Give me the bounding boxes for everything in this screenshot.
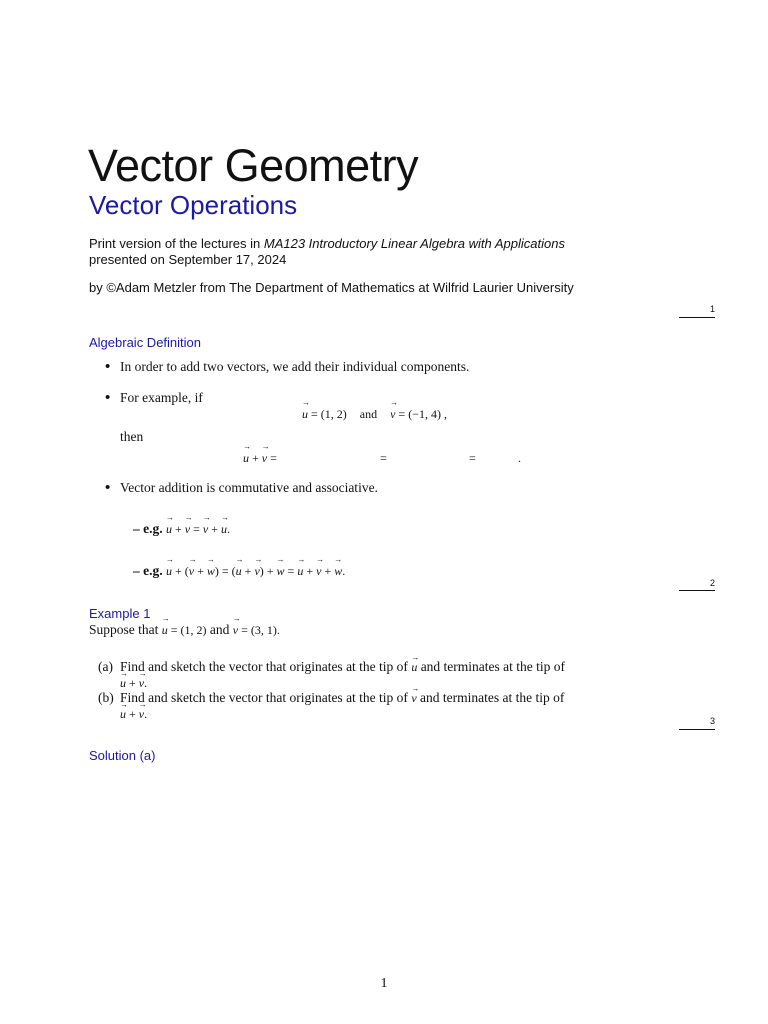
bullet-text: For example, if	[120, 390, 203, 405]
section-heading: Example 1	[89, 606, 151, 621]
course-name: MA123 Introductory Linear Algebra with Applications	[263, 236, 565, 251]
section-heading: Solution (a)	[89, 748, 156, 763]
bullet-text: Vector addition is commutative and associative.	[120, 480, 378, 495]
example-associative: – e.g. → u + (→ v + → w) = (→ u + → v) + → w = → u + → v + → w.	[133, 563, 345, 579]
author-line: by ©Adam Metzler from The Department of Mathematics at Wilfrid Laurier University	[89, 280, 574, 295]
slide-divider	[679, 590, 715, 591]
item-b-label: (b)	[98, 690, 114, 705]
page-number: 1	[380, 976, 388, 991]
bullet-icon: •	[105, 479, 111, 496]
item-b-text: Find and sketch the vector that originates at the tip of → v and terminates at the tip of → u + → v.	[120, 690, 650, 722]
presented-date: presented on September 17, 2024	[89, 252, 287, 267]
slide-divider	[679, 317, 715, 318]
eg-label: e.g.	[143, 521, 163, 536]
item-a-label: (a)	[98, 659, 113, 674]
item-b-main: Find and sketch the vector that originates at the tip of	[120, 690, 408, 705]
section-heading: Algebraic Definition	[89, 335, 202, 350]
document-title: Vector Geometry	[88, 140, 419, 191]
bullet-icon: •	[105, 389, 111, 406]
example-vectors-equation: → u = (1, 2) and → v = (−1, 4) ,	[302, 407, 447, 422]
and-word: and	[359, 407, 378, 421]
bullet-icon: •	[105, 358, 111, 375]
slide-number: 1	[709, 304, 715, 314]
print-info	[89, 236, 565, 268]
item-a-text: Find and sketch the vector that originates at the tip of → u and terminates at the tip of → u + → v.	[120, 659, 650, 691]
intro-and: and	[206, 622, 233, 637]
print-prefix: Print version of the lectures in	[89, 236, 264, 251]
item-a-tail: and terminates at the tip of	[420, 659, 566, 674]
example-intro: Suppose that → u = (1, 2) and → v = (3, 1).	[89, 622, 280, 638]
slide-number: 2	[709, 578, 715, 588]
example-commutative: – e.g. → u + → v = → v + → u.	[133, 521, 230, 537]
slide-number: 3	[709, 716, 715, 726]
item-b-tail: and terminates at the tip of	[420, 690, 565, 705]
eg-label: e.g.	[143, 563, 163, 578]
sum-equation: → u + → v = = = .	[243, 451, 533, 466]
then-text: then	[120, 429, 144, 444]
item-a-main: Find and sketch the vector that originates at the tip of	[120, 659, 408, 674]
slide-divider	[679, 729, 715, 730]
intro-text: Suppose that	[89, 622, 162, 637]
document-subtitle: Vector Operations	[89, 190, 298, 220]
bullet-text: In order to add two vectors, we add their individual components.	[120, 359, 470, 374]
